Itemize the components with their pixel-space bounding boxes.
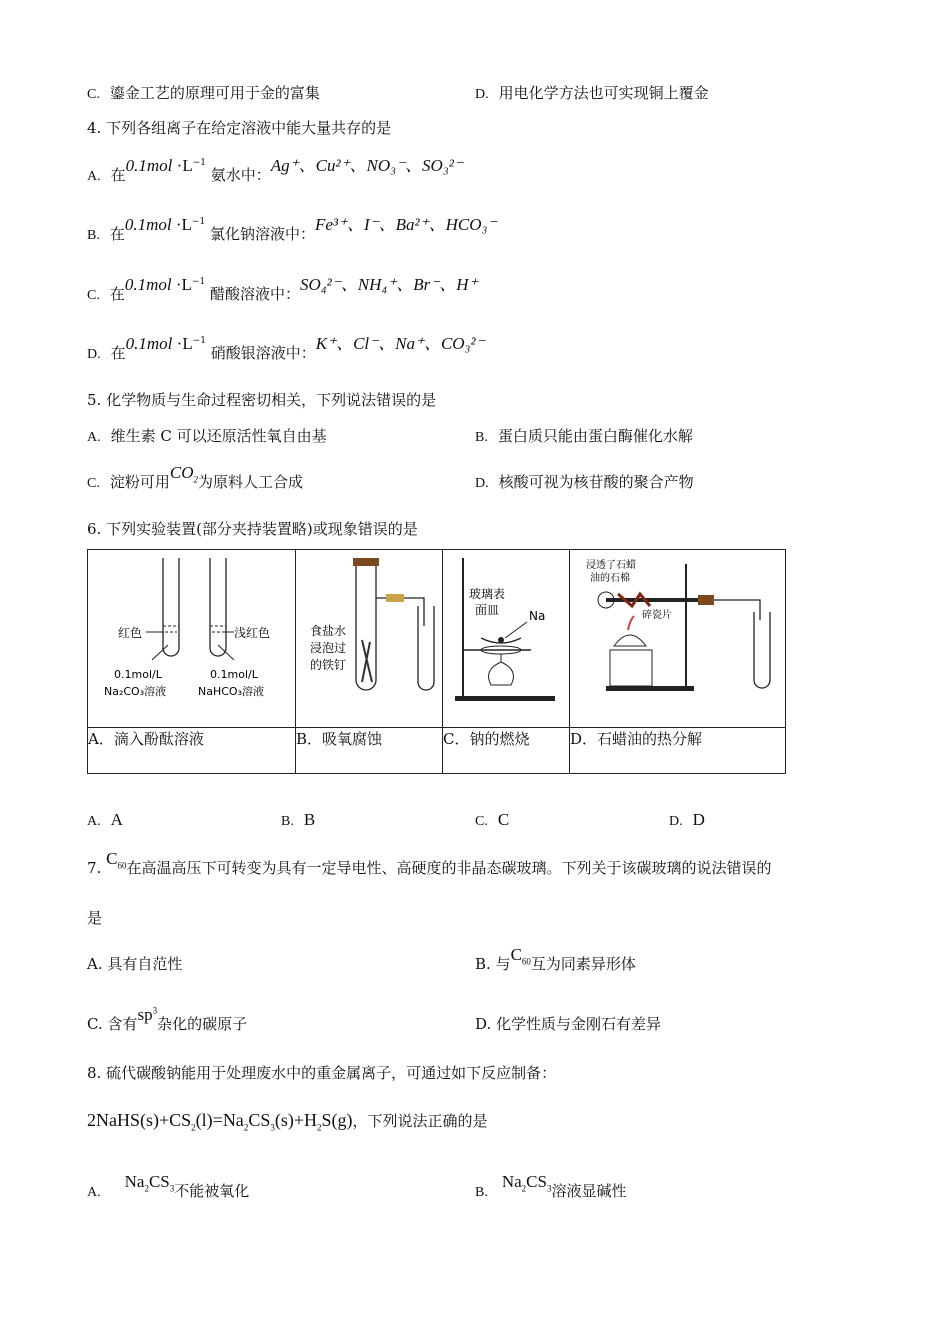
q4-stem: 4. 下列各组离子在给定溶液中能大量共存的是 (87, 119, 392, 137)
label-brine-3: 的铁钉 (310, 658, 347, 672)
figure-a-cell (88, 550, 296, 728)
q4-option-d: D. 在$0.1mol \cdot L^{-1}$ 硝酸银溶液中：K⁺、Cl⁻、Na⁺、CO₃²⁻ (87, 334, 485, 362)
label-nahco3: NaHCO₃溶液 (198, 685, 264, 698)
caption-b: B．吸氧腐蚀 (296, 728, 443, 774)
q7-option-b: B. 与$C_{60}$互为同素异形体 (475, 945, 636, 973)
caption-d: D．石蜡油的热分解 (570, 728, 786, 774)
figure-c-apparatus (443, 550, 569, 723)
figure-c-cell (443, 550, 570, 728)
label-brine-1: 食盐水 (310, 624, 347, 638)
label-na2co3: Na₂CO₃溶液 (104, 685, 167, 698)
figure-d-cell (570, 550, 786, 728)
q5-option-b: B. 蛋白质只能由蛋白酶催化水解 (475, 427, 693, 445)
q8-stem: 8. 硫代碳酸钠能用于处理废水中的重金属离子，可通过如下反应制备： (87, 1064, 557, 1082)
label-watch-glass-1: 玻璃表 (469, 587, 506, 601)
q7-stem-end: 是 (87, 909, 103, 927)
label-red: 红色 (118, 626, 143, 640)
q7-option-d: D. 化学性质与金刚石有差异 (475, 1015, 662, 1033)
label-asbestos-2: 油的石棉 (590, 573, 630, 584)
q6-apparatus-table (87, 549, 786, 774)
q6-stem: 6. 下列实验装置(部分夹持装置略)或现象错误的是 (87, 520, 418, 538)
q4-option-a: A. 在$0.1mol \cdot L^{-1}$ 氨水中：Ag⁺、Cu²⁺、NO₃⁻、SO₃²⁻ (87, 156, 463, 184)
figure-b-apparatus (296, 550, 442, 723)
label-conc-2: 0.1mol/L (210, 668, 258, 681)
q8-option-b: $B.Na_2CS_3$溶液显碱性 (475, 1172, 627, 1200)
q7-option-c: C. 含有$sp^3$杂化的碳原子 (87, 1005, 248, 1033)
figure-a-test-tubes (88, 550, 295, 723)
figure-b-cell (296, 550, 443, 728)
caption-a: A．滴入酚酞溶液 (88, 728, 296, 774)
q6-answer-a: A. A (87, 810, 123, 829)
label-conc-1: 0.1mol/L (114, 668, 162, 681)
q5-option-a: A. 维生素 C 可以还原活性氧自由基 (87, 427, 327, 445)
label-brine-2: 浸泡过 (310, 641, 347, 655)
q3-option-c: C. 鎏金工艺的原理可用于金的富集 (87, 84, 320, 102)
label-light-red: 浅红色 (234, 626, 271, 640)
q8-option-a: $A.Na_2CS_3$不能被氧化 (87, 1172, 250, 1200)
q7-option-a: A. 具有自范性 (87, 955, 183, 973)
q7-stem: 7. $C_{60}$在高温高压下可转变为具有一定导电性、高硬度的非晶态碳玻璃。下列关于该碳玻璃的说法错误的 (87, 849, 772, 877)
q4-option-c: C. 在$0.1mol \cdot L^{-1}$ 醋酸溶液中：SO₄²⁻、NH₄⁺、Br⁻、H⁺ (87, 275, 478, 303)
figure-d-apparatus (570, 550, 785, 723)
q8-equation: $2NaHS(s)+CS_2(l)=Na_2CS_3(s)+H_2S(g)$，下列说法正确的是 (87, 1110, 488, 1133)
q5-option-c: C. 淀粉可用$CO_2$为原料人工合成 (87, 463, 303, 491)
label-porcelain-chips: 碎瓷片 (642, 610, 672, 621)
q3-option-d: D. 用电化学方法也可实现铜上覆金 (475, 84, 709, 102)
label-asbestos-1: 浸透了石蜡 (586, 560, 636, 571)
label-na: Na (529, 609, 546, 623)
label-watch-glass-2: 面皿 (475, 603, 500, 617)
q4-option-b: B. 在$0.1mol \cdot L^{-1}$ 氯化钠溶液中：Fe³⁺、I⁻、Ba²⁺、HCO₃⁻ (87, 215, 497, 243)
q6-answer-c: C. C (475, 810, 510, 829)
caption-c: C．钠的燃烧 (443, 728, 570, 774)
q6-answer-d: D. D (669, 810, 705, 829)
q6-answer-b: B. B (281, 810, 316, 829)
q5-option-d: D. 核酸可视为核苷酸的聚合产物 (475, 473, 694, 491)
q5-stem: 5. 化学物质与生命过程密切相关，下列说法错误的是 (87, 391, 437, 409)
